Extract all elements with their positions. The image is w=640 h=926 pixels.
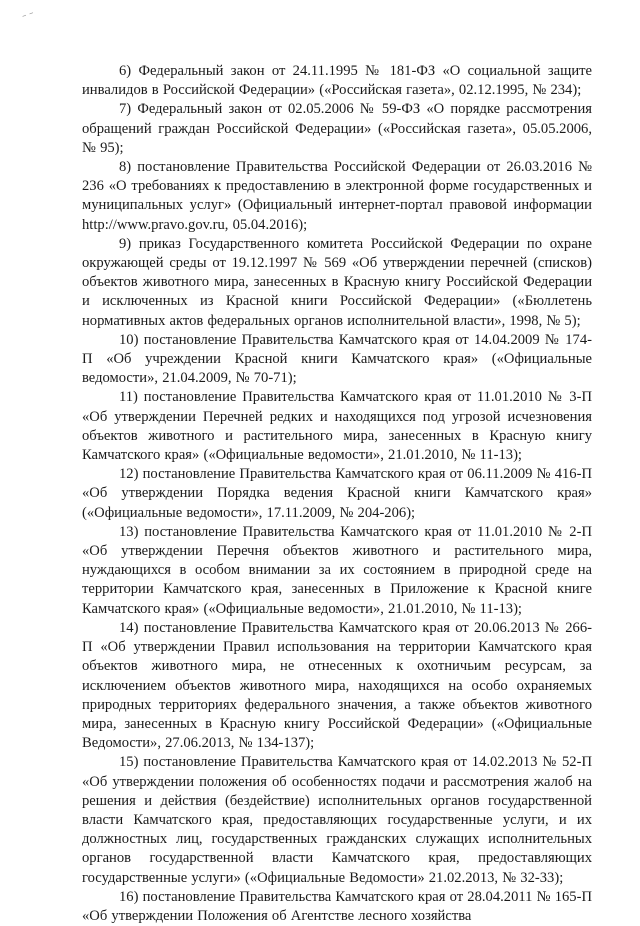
list-item-15: 15) постановление Правительства Камчатского края от 14.02.2013 № 52-П «Об утверждении положения об особенностях подачи и рассмотрения жалоб на решения и действия (бездействие) исполнительных органов государственной власти Камчатского края, предоставляющих государственные услуги, и их должностных лиц, государственных гражданских служащих исполнительных органов государственной власти Камчатского края, предоставляющих государственные услуги» («Официальные Ведомости» 21.02.2013, № 32-33); [82, 754, 592, 886]
list-item-16: 16) постановление Правительства Камчатского края от 28.04.2011 № 165-П «Об утверждении Положения об Агентстве лесного хозяйства [82, 888, 592, 924]
list-item-12: 12) постановление Правительства Камчатского края от 06.11.2009 № 416-П «Об утверждении Порядка ведения Красной книги Камчатского края» («Официальные ведомости», 17.11.2009, № 204-206); [82, 466, 592, 521]
list-item-11: 11) постановление Правительства Камчатского края от 11.01.2010 № 3-П «Об утверждении Перечней редких и находящихся под угрозой исчезновения объектов животного и растительного мира, занесенных в Красную книгу Камчатского края» («Официальные ведомости», 21.01.2010, № 11-13); [82, 389, 592, 464]
list-item-7: 7) Федеральный закон от 02.05.2006 № 59-ФЗ «О порядке рассмотрения обращений граждан Российской Федерации» («Российская газета», 05.05.2006, № 95); [82, 101, 592, 156]
document-body [82, 62, 592, 926]
list-item-14: 14) постановление Правительства Камчатского края от 20.06.2013 № 266-П «Об утверждении Правил использования на территории Камчатского края объектов животного мира, не отнесенных к охотничьим ресурсам, за исключением объектов животного мира, находящихся на особо охраняемых природных территориях федерального значения, а также объектов животного мира, занесенных в Красную книгу Российской Федерации» («Официальные Ведомости», 27.06.2013, № 134-137); [82, 619, 592, 752]
list-item-10: 10) постановление Правительства Камчатского края от 14.04.2009 № 174-П «Об учреждении Красной книги Камчатского края» («Официальные ведомости», 21.04.2009, № 70-71); [82, 331, 592, 387]
list-item-6: 6) Федеральный закон от 24.11.1995 № 181-ФЗ «О социальной защите инвалидов в Российской Федерации» («Российская газета», 02.12.1995, № 234); [82, 63, 592, 99]
list-item-8: 8) постановление Правительства Российской Федерации от 26.03.2016 № 236 «О требованиях к предоставлению в электронной форме государственных и муниципальных услуг» (Официальный интернет-портал правовой информации http://www.pravo.gov.ru, 05.04.2016); [82, 159, 592, 233]
list-item-13: 13) постановление Правительства Камчатского края от 11.01.2010 № 2-П «Об утверждении Перечня объектов животного и растительного мира, нуждающихся в особом внимании за их состоянием в природной среде на территории Камчатского края, занесенных в Приложение к Красной книге Камчатского края» («Официальные ведомости», 21.01.2010, № 11-13); [82, 523, 592, 617]
list-item-9: 9) приказ Государственного комитета Российской Федерации по охране окружающей среды от 19.12.1997 № 569 «Об утверждении перечней (списков) объектов животного мира, занесенных в Красную книгу Российской Федерации и исключенных из Красной книги Российской Федерации» («Бюллетень нормативных актов федеральных органов исполнительной власти», 1998, № 5); [82, 235, 592, 329]
corner-mark: – – [20, 8, 36, 22]
